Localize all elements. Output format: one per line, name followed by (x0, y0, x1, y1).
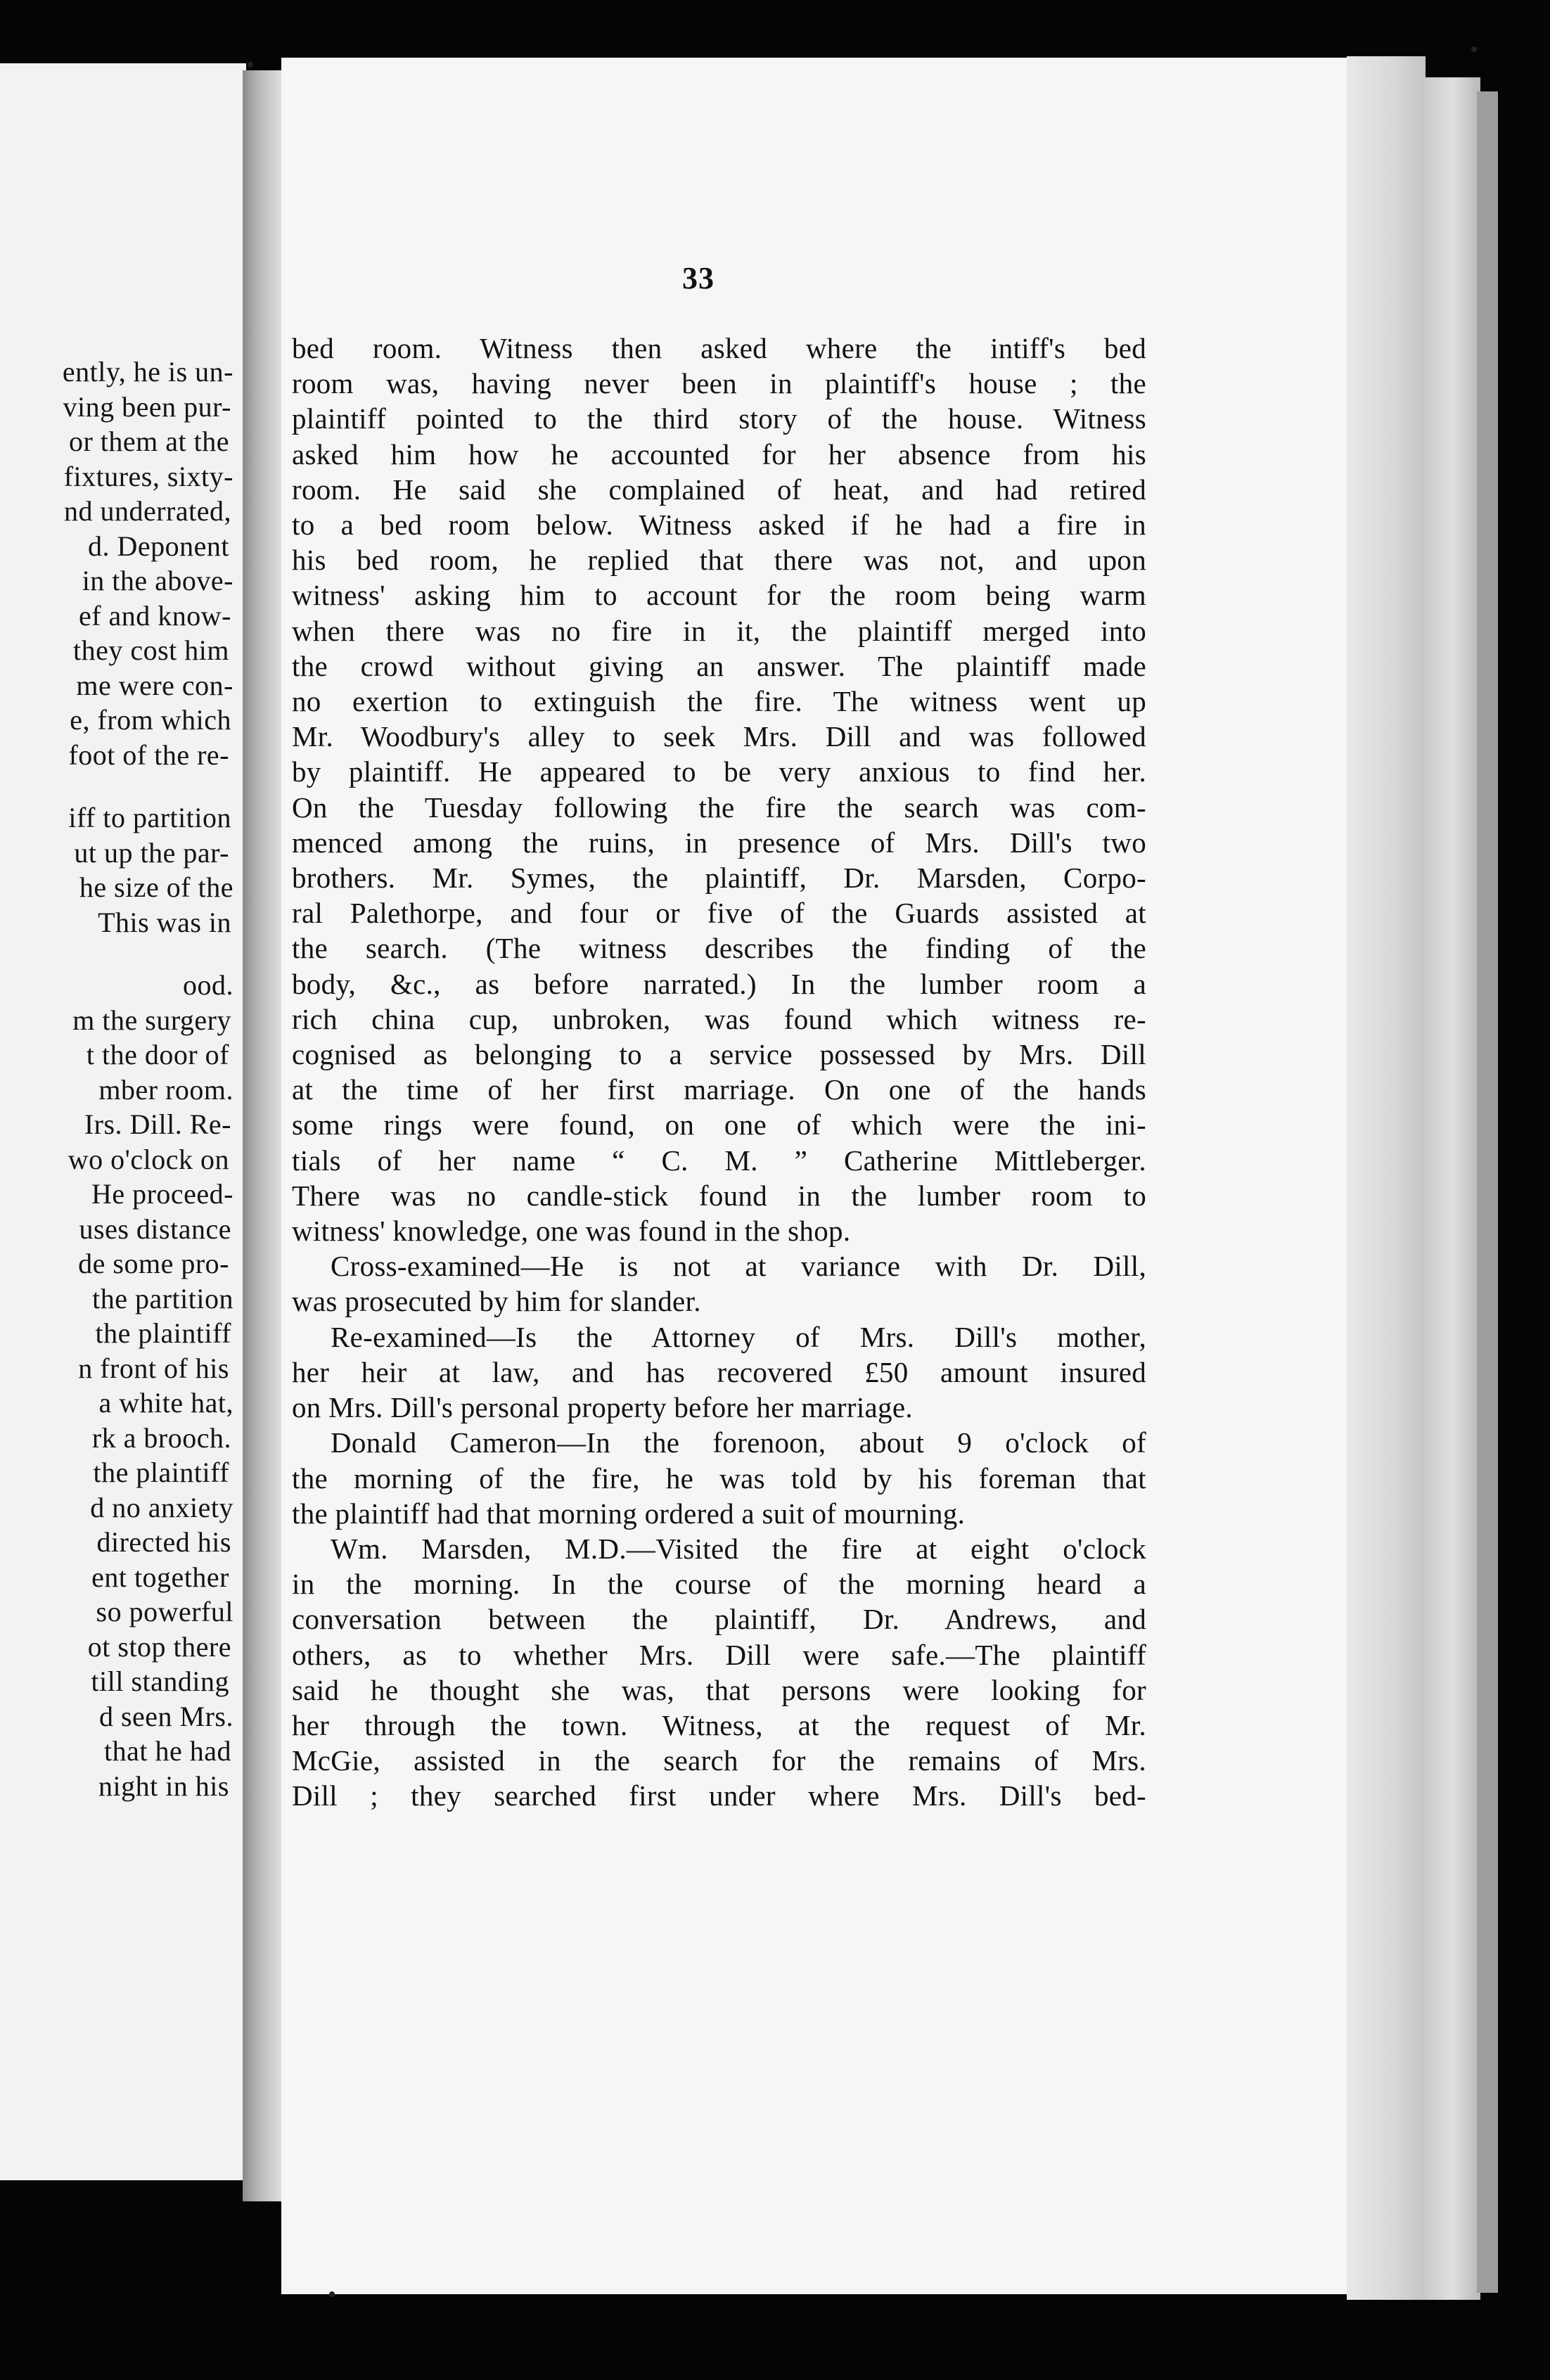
text-line: the search. (The witness describes the finding of the (292, 932, 1146, 965)
previous-page-line: de some pro- (78, 1248, 229, 1279)
speck (1471, 46, 1477, 52)
text-line: her heir at law, and has recovered £50 amount insured (292, 1355, 1146, 1388)
text-line: bed room. Witness then asked where the intiff's bed (292, 332, 1146, 364)
text-line: McGie, assisted in the search for the remains of Mrs. (292, 1744, 1146, 1777)
previous-page-line: night in his (98, 1770, 229, 1802)
previous-page-line: ut up the par- (74, 836, 229, 869)
previous-page-line: e, from which (70, 704, 231, 736)
speck (329, 2291, 335, 2297)
text-line: ral Palethorpe, and four or five of the Guards assisted at (292, 897, 1146, 930)
text-line: said he thought she was, that persons were looking for (292, 1673, 1146, 1706)
previous-page-line: nd underrated, (63, 495, 231, 527)
page-body-text (292, 331, 1146, 1814)
text-line: cognised as belonging to a service possessed by Mrs. Dill (292, 1038, 1146, 1071)
previous-page-line: wo o'clock on (68, 1143, 229, 1175)
previous-page-line: m the surgery (72, 1004, 231, 1036)
speck (248, 62, 253, 68)
previous-page-line: till standing (91, 1665, 229, 1697)
text-line: to a bed room below. Witness asked if he had a fire in (292, 508, 1146, 542)
text-line: the crowd without giving an answer. The plaintiff made (292, 649, 1146, 682)
text-line: others, as to whether Mrs. Dill were safe.—The plaintiff (292, 1638, 1146, 1671)
page-gutter-shadow (243, 70, 285, 2201)
text-line: room was, having never been in plaintiff's house ; the (292, 367, 1146, 400)
previous-page-line: ent together (91, 1561, 229, 1593)
text-line: body, &c., as before narrated.) In the lumber room a (292, 967, 1146, 1000)
text-line: Wm. Marsden, M.D.—Visited the fire at eight o'clock (331, 1532, 1146, 1565)
text-line: her through the town. Witness, at the request of Mr. (292, 1708, 1146, 1741)
text-line: the morning of the fire, he was told by his foreman that (292, 1461, 1146, 1495)
text-line: in the morning. In the course of the morning heard a (292, 1568, 1146, 1601)
previous-page-line: so powerful (96, 1596, 233, 1627)
previous-page-line: ently, he is un- (62, 356, 233, 388)
text-line: the plaintiff had that morning ordered a suit of mourning. (292, 1497, 966, 1530)
text-line: plaintiff pointed to the third story of the house. Witness (292, 402, 1146, 435)
page-edge-leaves-outer (1424, 77, 1480, 2300)
text-line: rich china cup, unbroken, was found which witness re- (292, 1002, 1146, 1035)
previous-page-line: ot stop there (87, 1630, 231, 1663)
text-line: room. He said she complained of heat, and had retired (292, 473, 1146, 506)
previous-page-line: This was in (98, 906, 231, 938)
text-line: tials of her name “ C. M. ” Catherine Mittleberger. (292, 1144, 1146, 1177)
text-line: There was no candle-stick found in the lumber room to (292, 1179, 1146, 1212)
text-line: witness' knowledge, one was found in the shop. (292, 1215, 851, 1248)
previous-page-line: foot of the re- (68, 738, 229, 771)
text-line: at the time of her first marriage. On one of the hands (292, 1073, 1146, 1106)
previous-page-line: d seen Mrs. (98, 1700, 233, 1732)
text-line: Mr. Woodbury's alley to seek Mrs. Dill and was followed (292, 720, 1146, 753)
text-line: conversation between the plaintiff, Dr. Andrews, and (292, 1603, 1146, 1636)
previous-page-line: fixtures, sixty- (63, 460, 233, 492)
previous-page-line: Irs. Dill. Re- (84, 1108, 231, 1140)
previous-page-line: ood. (183, 969, 233, 1001)
previous-page-line: ef and know- (78, 599, 231, 632)
previous-page-line: the plaintiff (93, 1457, 229, 1488)
page-number: 33 (682, 261, 715, 295)
previous-page-line: mber room. (98, 1073, 233, 1106)
previous-page (0, 63, 246, 2180)
text-line: by plaintiff. He appeared to be very anxious to find her. (292, 755, 1146, 788)
text-line: his bed room, he replied that there was not, and upon (292, 544, 1146, 577)
previous-page-line: n front of his (78, 1352, 229, 1384)
text-line: asked him how he accounted for her absence from his (292, 437, 1146, 471)
text-line: some rings were found, on one of which were the ini- (292, 1108, 1146, 1141)
previous-page-line: he size of the (79, 871, 233, 903)
previous-page-line: t the door of (86, 1039, 229, 1070)
previous-page-line: me were con- (76, 669, 233, 701)
text-line: Dill ; they searched first under where Mrs. Dill's bed- (292, 1779, 1146, 1812)
text-line: when there was no fire in it, the plaintiff merged into (292, 614, 1146, 647)
previous-page-line: directed his (96, 1526, 231, 1558)
previous-page-line: the partition (92, 1282, 233, 1314)
previous-page-line: He proceed- (91, 1178, 233, 1210)
previous-page-line: uses distance (79, 1213, 231, 1245)
text-line: On the Tuesday following the fire the search was com- (292, 791, 1146, 824)
previous-page-line: a white hat, (98, 1387, 233, 1419)
previous-page-line: they cost him (72, 634, 229, 666)
text-line: no exertion to extinguish the fire. The witness went up (292, 685, 1146, 718)
text-line: was prosecuted by him for slander. (292, 1285, 701, 1318)
text-line: witness' asking him to account for the room being warm (292, 579, 1146, 612)
text-line: on Mrs. Dill's personal property before her marriage. (292, 1391, 913, 1424)
text-line: Cross-examined—He is not at variance with Dr. Dill, (331, 1250, 1146, 1283)
previous-page-line: the plaintiff (95, 1317, 231, 1349)
previous-page-line: d no anxiety (90, 1491, 233, 1523)
previous-page-line: ving been pur- (63, 390, 231, 423)
previous-page-line: that he had (104, 1735, 231, 1767)
previous-page-line: iff to partition (68, 802, 231, 833)
text-line: brothers. Mr. Symes, the plaintiff, Dr. Marsden, Corpo- (292, 862, 1146, 895)
text-line: Re-examined—Is the Attorney of Mrs. Dill's mother, (331, 1320, 1146, 1353)
previous-page-line: in the above- (82, 565, 233, 596)
text-line: Donald Cameron—In the forenoon, about 9 o'clock of (331, 1426, 1146, 1459)
previous-page-line: or them at the (68, 426, 229, 457)
text-line: menced among the ruins, in presence of Mrs. Dill's two (292, 826, 1146, 859)
page-edge-shadow (1477, 91, 1498, 2293)
page-edge-leaves (1347, 56, 1426, 2300)
previous-page-line: d. Deponent (87, 530, 229, 562)
previous-page-line: rk a brooch. (91, 1421, 231, 1454)
